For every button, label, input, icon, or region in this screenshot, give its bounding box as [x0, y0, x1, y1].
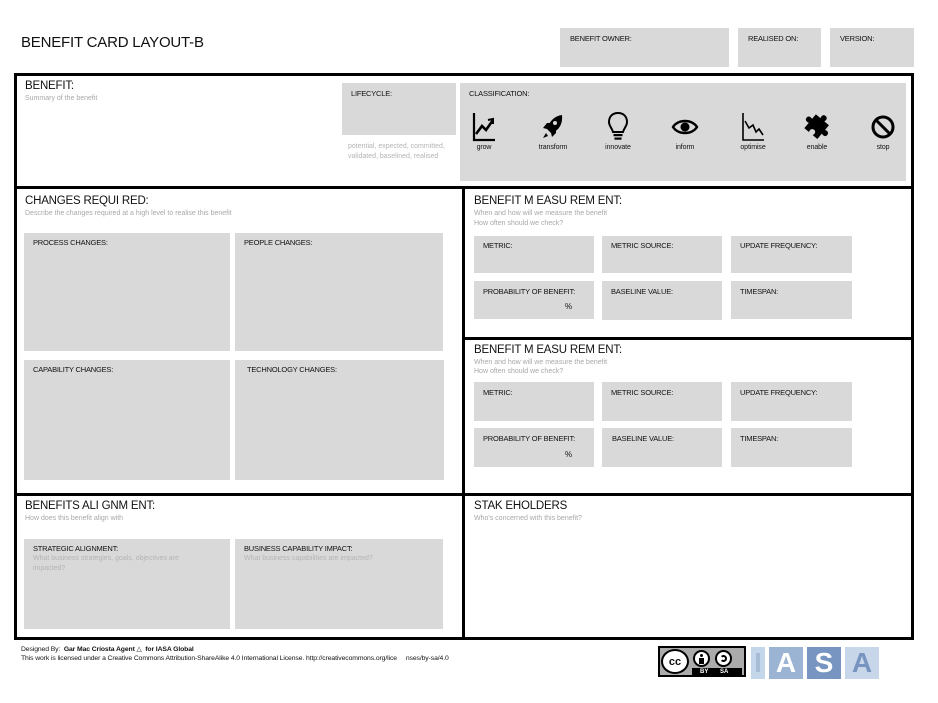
cc-sa-text: SA	[720, 669, 729, 675]
classification-optimise-label: optimise	[740, 144, 766, 151]
measurement-2-metric-label: METRIC:	[483, 388, 513, 397]
classification-grow-label: grow	[476, 144, 492, 151]
people-changes-label: PEOPLE CHANGES:	[244, 238, 313, 247]
iasa-logo-letter-i: I	[751, 647, 765, 679]
people-changes-field[interactable]	[235, 233, 443, 351]
measurement-2-baseline-label: BASELINE VALUE:	[612, 434, 674, 443]
technology-changes-label: TECHNOLOGY CHANGES:	[247, 365, 337, 374]
classification-label: CLASSIFICATION:	[469, 89, 530, 98]
measurement-2-timespan-field[interactable]	[731, 428, 852, 467]
puzzle-icon	[803, 111, 831, 143]
chart-decline-icon	[740, 111, 766, 143]
classification-panel	[460, 83, 906, 181]
cc-icon: cc	[661, 649, 689, 674]
measurement-2-probability-label: PROBABILITY OF BENEFIT:	[483, 434, 575, 443]
measurement-1-title: BENEFIT M EASU REM ENT:	[474, 195, 622, 207]
cc-by-text: BY	[700, 669, 709, 675]
measurement-2-probability-field[interactable]	[474, 428, 594, 467]
iasa-logo-letter-s: S	[807, 647, 841, 679]
measurement-2-source-label: METRIC SOURCE:	[611, 388, 674, 397]
measurement-2-sub2: How often should we check?	[474, 368, 564, 375]
benefit-owner-field[interactable]	[560, 28, 729, 67]
lifecycle-field[interactable]	[342, 83, 456, 135]
measurement-1-timespan-field[interactable]	[731, 281, 852, 319]
iasa-logo-letter-a: A	[769, 647, 803, 679]
lifecycle-label: LIFECYCLE:	[351, 89, 392, 98]
classification-transform-label: transform	[538, 144, 568, 151]
by-person-icon	[693, 650, 710, 667]
classification-enable[interactable]	[799, 111, 835, 151]
measurement-1-baseline-label: BASELINE VALUE:	[611, 287, 673, 296]
designed-by-line	[21, 645, 194, 653]
cc-by-sa-strip	[692, 668, 742, 676]
lightbulb-icon	[605, 111, 631, 143]
measurement-2-frequency-label: UPDATE FREQUENCY:	[740, 388, 818, 397]
designed-by-label: Designed By:	[21, 646, 61, 653]
measurement-2-baseline-field[interactable]	[602, 428, 722, 467]
classification-enable-label: enable	[806, 144, 828, 151]
measurement-1-timespan-label: TIMESPAN:	[740, 287, 779, 296]
measurement-1-sub2: How often should we check?	[474, 220, 564, 227]
license-text: This work is licensed under a Creative Commons Attribution-ShareAlike 4.0 International License. http://creativecommons.org/lice nses/by-sa/4.0	[21, 655, 449, 662]
cc-license-badge[interactable]	[658, 646, 746, 677]
measurement-1-metric-label: METRIC:	[483, 241, 513, 250]
alignment-title: BENEFITS ALI GNM ENT:	[25, 500, 155, 512]
measurement-2-source-field[interactable]	[602, 382, 722, 421]
divider-bottom	[14, 493, 914, 496]
measurement-1-source-label: METRIC SOURCE:	[611, 241, 674, 250]
capability-changes-label: CAPABILITY CHANGES:	[33, 365, 114, 374]
chart-growth-icon	[471, 111, 497, 143]
measurement-1-source-field[interactable]	[602, 236, 722, 273]
process-changes-label: PROCESS CHANGES:	[33, 238, 108, 247]
realised-on-label: REALISED ON:	[748, 34, 799, 43]
alignment-subtitle: How does this benefit align with	[25, 515, 124, 522]
measurement-1-baseline-field[interactable]	[602, 281, 722, 320]
changes-title: CHANGES REQUI RED:	[25, 195, 149, 207]
strategic-alignment-field[interactable]	[24, 539, 230, 629]
measurement-1-frequency-label: UPDATE FREQUENCY:	[740, 241, 818, 250]
measurement-1-percent: %	[565, 302, 573, 311]
measurement-2-sub1: When and how will we measure the benefit	[474, 359, 608, 366]
measurement-2-title: BENEFIT M EASU REM ENT:	[474, 344, 622, 356]
iasa-logo	[751, 647, 883, 679]
divider-vertical	[462, 186, 465, 640]
divider-measurement	[462, 337, 914, 340]
stakeholders-title: STAK EHOLDERS	[474, 500, 568, 512]
designer-name: Gar Mac Críosta Agent △	[63, 646, 142, 653]
classification-innovate-label: innovate	[605, 144, 631, 151]
process-changes-field[interactable]	[24, 233, 230, 351]
measurement-1-frequency-field[interactable]	[731, 236, 852, 273]
rocket-icon	[540, 111, 566, 143]
version-field[interactable]	[830, 28, 914, 67]
capability-impact-hint: What business capabilities are impacted?	[244, 555, 373, 562]
measurement-1-probability-label: PROBABILITY OF BENEFIT:	[483, 287, 575, 296]
eye-icon	[671, 111, 699, 143]
classification-inform-label: inform	[675, 144, 695, 151]
classification-inform[interactable]	[667, 111, 703, 151]
capability-impact-field[interactable]	[235, 539, 443, 629]
version-label: VERSION:	[840, 34, 875, 43]
stop-icon	[869, 111, 897, 143]
classification-grow[interactable]	[466, 111, 502, 151]
measurement-2-frequency-field[interactable]	[731, 382, 852, 421]
classification-optimise[interactable]	[735, 111, 771, 151]
classification-transform[interactable]	[535, 111, 571, 151]
lifecycle-hint: potential, expected, committed, validated, baselined, realised	[348, 143, 445, 160]
measurement-1-sub1: When and how will we measure the benefit	[474, 210, 608, 217]
measurement-1-metric-field[interactable]	[474, 236, 594, 273]
designer-org: for IASA Global	[145, 646, 194, 653]
iasa-logo-letter-a2: A	[845, 647, 879, 679]
benefit-title: BENEFIT:	[25, 80, 74, 92]
technology-changes-field[interactable]	[235, 360, 444, 480]
page-title: BENEFIT CARD LAYOUT-B	[21, 34, 204, 51]
classification-stop-label: stop	[876, 144, 890, 151]
stakeholders-subtitle: Who's concerned with this benefit?	[474, 515, 582, 522]
classification-innovate[interactable]	[600, 111, 636, 151]
capability-changes-field[interactable]	[24, 360, 230, 480]
measurement-2-percent: %	[565, 450, 573, 459]
share-alike-icon	[715, 650, 732, 667]
strategic-alignment-hint: What business strategies, goals, objectives are impacted?	[33, 555, 179, 572]
measurement-2-metric-field[interactable]	[474, 382, 594, 421]
benefit-subtitle: Summary of the benefit	[25, 95, 98, 102]
benefit-owner-label: BENEFIT OWNER:	[570, 34, 632, 43]
classification-stop[interactable]	[865, 111, 901, 151]
changes-subtitle: Describe the changes required at a high level to realise this benefit	[25, 210, 232, 217]
measurement-2-timespan-label: TIMESPAN:	[740, 434, 779, 443]
capability-impact-label: BUSINESS CAPABILITY IMPACT:	[244, 544, 353, 553]
realised-on-field[interactable]	[738, 28, 821, 67]
strategic-alignment-label: STRATEGIC ALIGNMENT:	[33, 544, 119, 553]
measurement-1-probability-field[interactable]	[474, 281, 594, 319]
